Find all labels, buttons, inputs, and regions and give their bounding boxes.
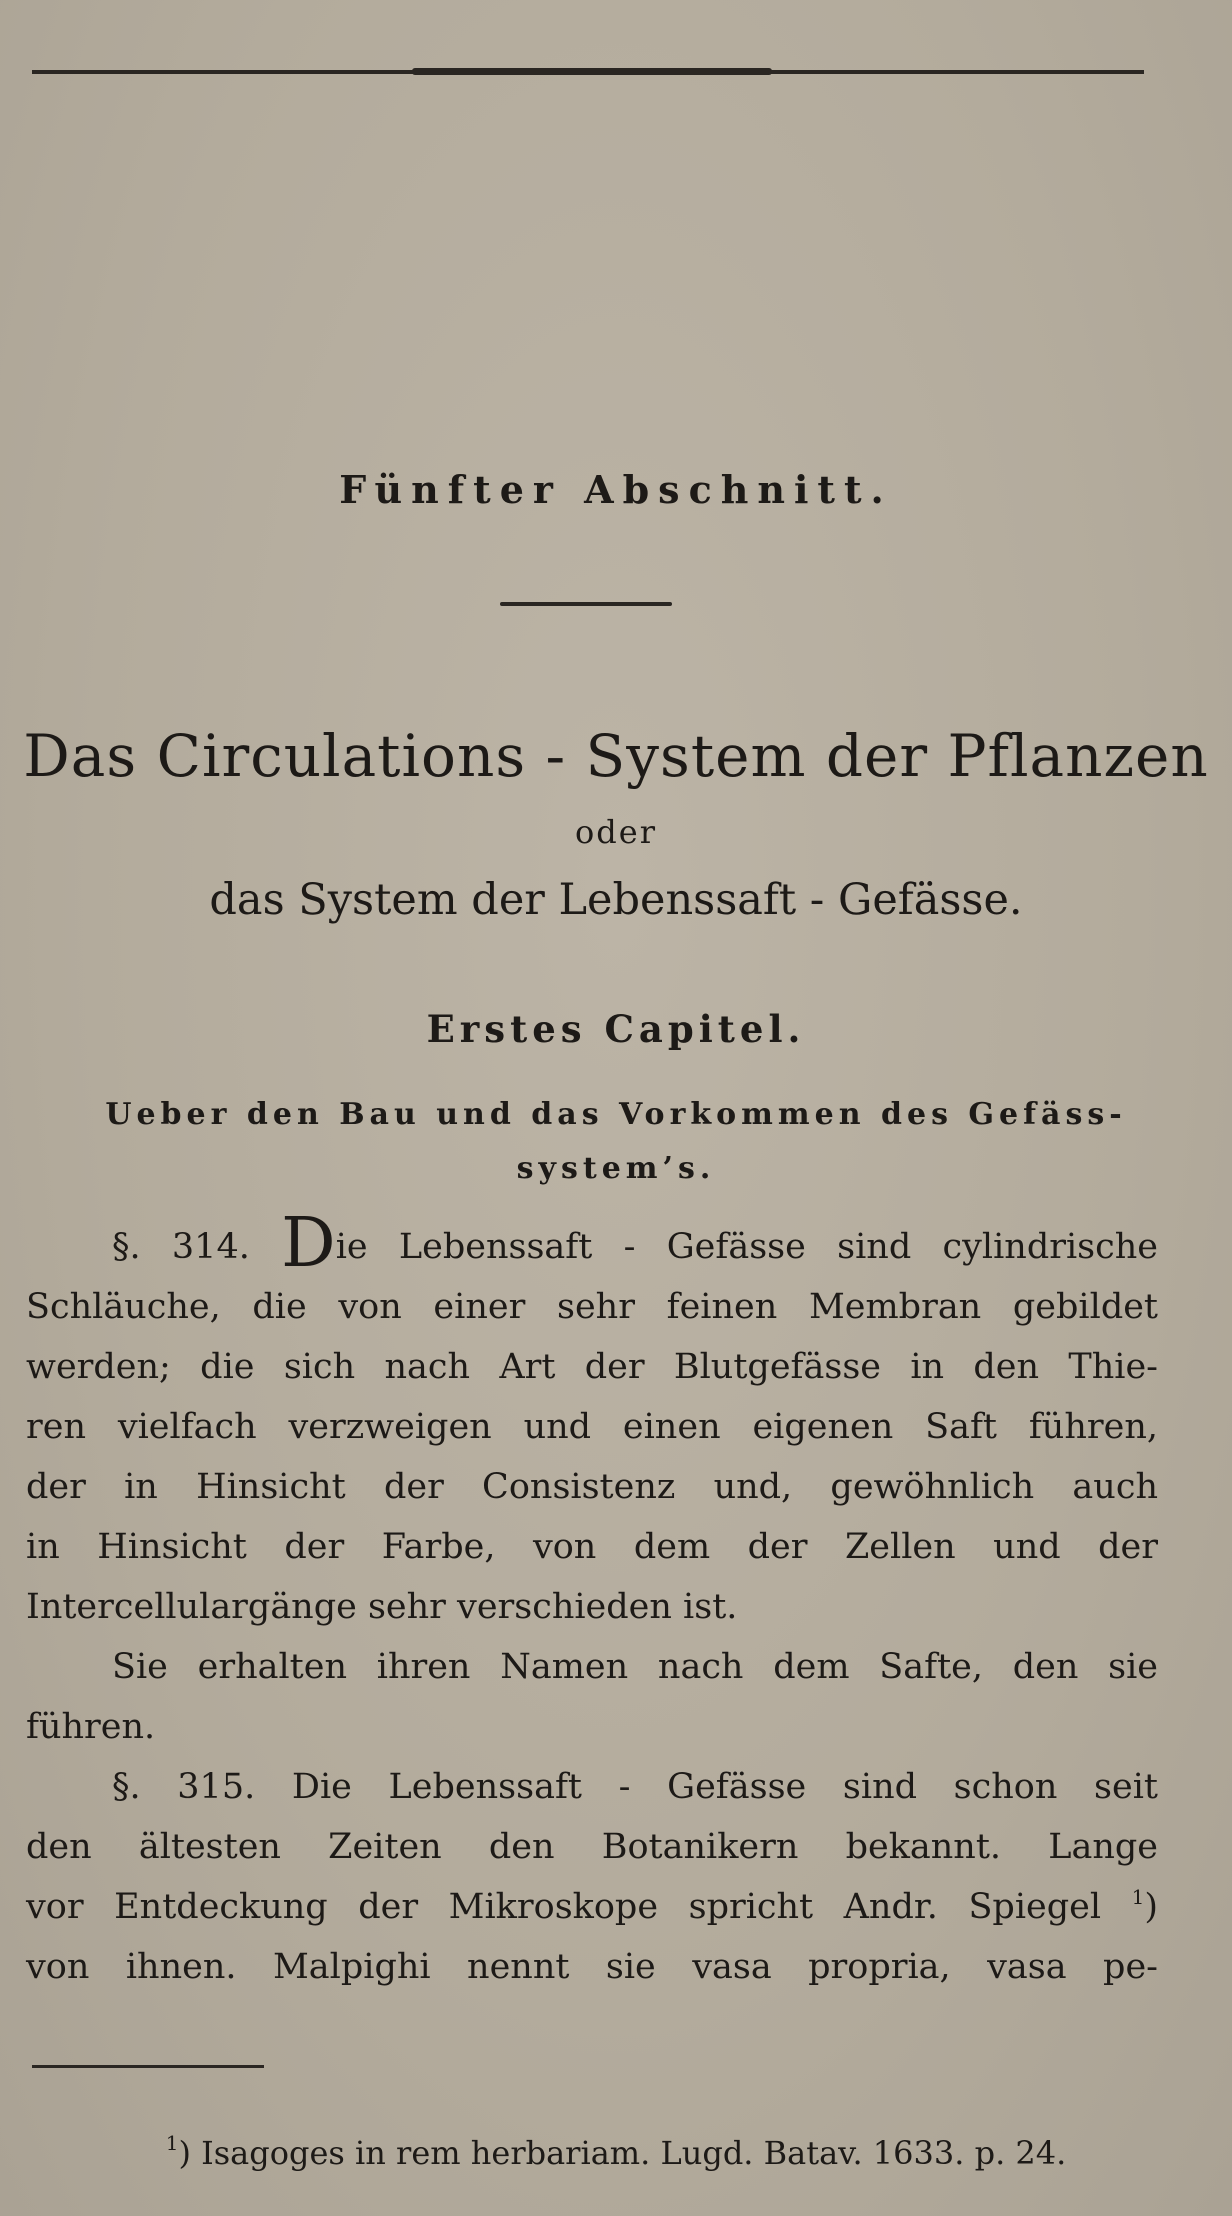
drop-cap: D: [281, 1204, 336, 1283]
para-names-line-2: führen.: [26, 1707, 156, 1747]
main-title: Das Circulations - System der Pflanzen: [23, 722, 1209, 790]
para-314-line-1-text: ie Lebenssaft - Gefässe sind cylindrische: [335, 1227, 1158, 1267]
top-rule: [32, 70, 1144, 74]
footnote-reference-paren: ): [1144, 1887, 1158, 1927]
para-314-line-5: der in Hinsicht der Consistenz und, gewöhnlich auch: [26, 1467, 1158, 1507]
footnote: [0, 2128, 1232, 2178]
para-315-line-3: [26, 1877, 1158, 1937]
subtitle: das System der Lebenssaft - Gefässe.: [209, 875, 1023, 925]
para-315-line-1: [112, 1757, 1158, 1817]
para-315-line-1-text: Die Lebenssaft - Gefässe sind schon seit: [291, 1767, 1158, 1807]
footnote-text: Isagoges in rem herbariam. Lugd. Batav. 1633. p. 24.: [201, 2134, 1067, 2172]
paragraph-number: §. 314.: [112, 1227, 250, 1267]
para-314-line-3: werden; die sich nach Art der Blutgefässe in den Thie-: [26, 1347, 1158, 1387]
para-315-line-3-text: vor Entdeckung der Mikroskope spricht Andr. Spiegel: [26, 1887, 1102, 1927]
footnote-marker: 1: [165, 2131, 179, 2155]
footnote-marker-paren: ): [178, 2134, 191, 2172]
para-315-line-2: den ältesten Zeiten den Botanikern bekannt. Lange: [26, 1827, 1158, 1867]
para-314-line-6: in Hinsicht der Farbe, von dem der Zellen und der: [26, 1527, 1158, 1567]
title-conjunction: oder: [575, 813, 657, 851]
para-314-line-7: Intercellulargänge sehr verschieden ist.: [26, 1587, 738, 1627]
para-314-line-2: Schläuche, die von einer sehr feinen Membran gebildet: [26, 1287, 1158, 1327]
section-title: Fünfter Abschnitt.: [339, 467, 893, 512]
para-314-line-1: [112, 1204, 1158, 1283]
footnote-rule: [32, 2065, 264, 2068]
section-divider: [500, 602, 672, 606]
para-names-line-1: Sie erhalten ihren Namen nach dem Safte, den sie: [112, 1647, 1158, 1687]
chapter-subtitle-line-1: Ueber den Bau und das Vorkommen des Gefäss-: [105, 1097, 1127, 1132]
footnote-reference: 1: [1131, 1885, 1145, 1909]
chapter-subtitle-line-2: system’s.: [516, 1151, 716, 1186]
chapter-title: Erstes Capitel.: [426, 1007, 806, 1051]
para-315-line-4: von ihnen. Malpighi nennt sie vasa propria, vasa pe-: [26, 1947, 1158, 1987]
paragraph-number: §. 315.: [112, 1767, 256, 1807]
para-314-line-4: ren vielfach verzweigen und einen eigenen Saft führen,: [26, 1407, 1158, 1447]
